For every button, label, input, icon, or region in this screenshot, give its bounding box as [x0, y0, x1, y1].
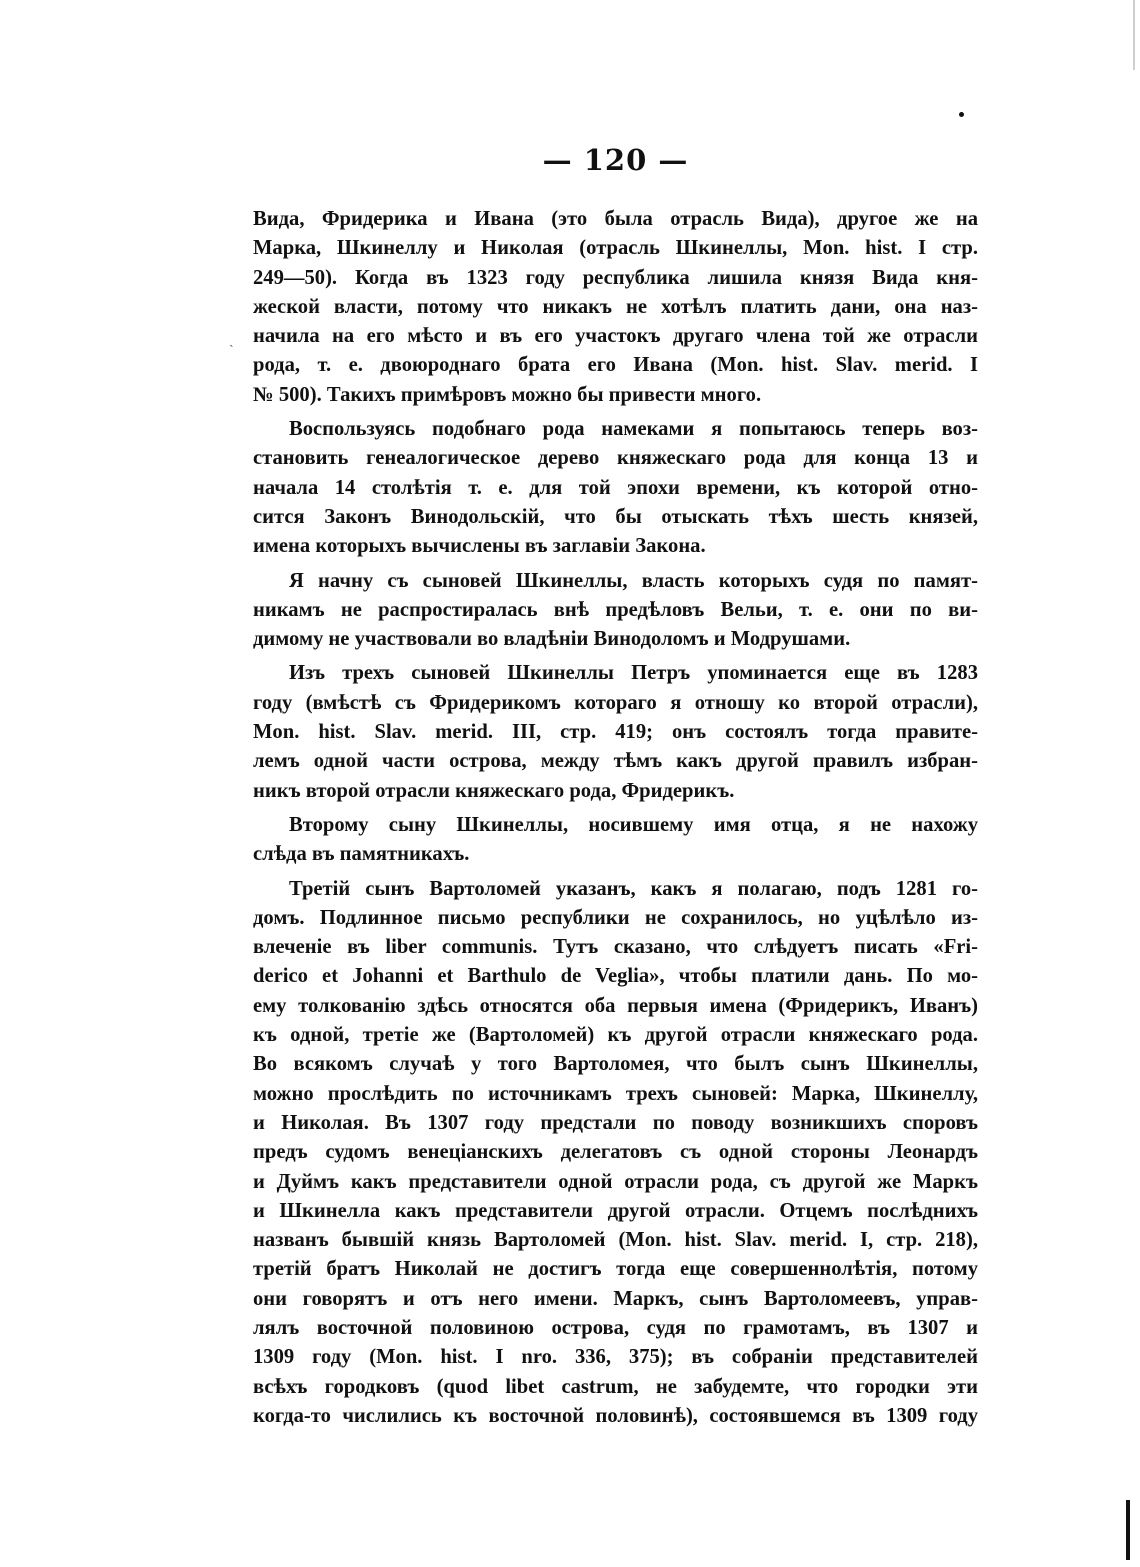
text-line: всѣхъ городковъ (quod libet castrum, не забудемте, что городки эти [253, 1375, 978, 1398]
ink-speck [959, 112, 964, 117]
paragraph [253, 875, 978, 1432]
text-line: имена которыхъ вычислены въ заглавіи Закона. [253, 535, 706, 558]
text-line: они говорятъ и отъ него имени. Маркъ, сынъ Вартоломеевъ, управ- [253, 1287, 978, 1310]
paragraph [253, 567, 978, 655]
text-line: сится Законъ Винодольскій, что бы отыскать тѣхъ шесть князей, [253, 505, 978, 528]
text-line: Второму сыну Шкинеллы, носившему имя отца, я не нахожу [289, 813, 978, 836]
text-line: слѣда въ памятникахъ. [253, 843, 470, 866]
text-line: жеской власти, потому что никакъ не хотѣлъ платить дани, она наз- [253, 295, 978, 318]
text-line: никамъ не распростиралась внѣ предѣловъ Вельи, т. е. они по ви- [253, 598, 978, 621]
text-line: и Николая. Въ 1307 году предстали по поводу возникшихъ споровъ [253, 1111, 978, 1134]
text-line: ему толкованію здѣсь относятся оба первыя имена (Фридерикъ, Иванъ) [253, 994, 978, 1017]
text-line: Mon. hist. Slav. merid. III, стр. 419; онъ состоялъ тогда правите- [253, 721, 978, 744]
text-line: начала 14 столѣтія т. е. для той эпохи времени, къ которой отно- [253, 476, 978, 499]
text-line: Третій сынъ Вартоломей указанъ, какъ я полагаю, подъ 1281 го- [289, 877, 978, 900]
text-line: и Дуймъ какъ представители одной отрасли рода, съ другой же Маркъ [253, 1170, 978, 1193]
text-line: димому не участвовали во владѣніи Винодоломъ и Модрушами. [253, 628, 851, 651]
text-line: влеченіе въ liber communis. Тутъ сказано, что слѣдуетъ писать «Fri- [253, 936, 978, 959]
text-line: году (вмѣстѣ съ Фридерикомъ котораго я отношу ко второй отрасли), [253, 691, 978, 714]
text-line: № 500). Такихъ примѣровъ можно бы привести много. [253, 383, 762, 406]
text-line: Я начну съ сыновей Шкинеллы, власть которыхъ судя по памят- [289, 569, 978, 592]
paragraph [253, 811, 978, 870]
text-line: начила на его мѣсто и въ его участокъ другаго члена той же отрасли [253, 325, 978, 348]
text-line: Во всякомъ случаѣ у того Вартоломея, что былъ сынъ Шкинеллы, [253, 1053, 978, 1076]
text-line: къ одной, третіе же (Вартоломей) къ другой отрасли княжескаго рода. [253, 1024, 978, 1047]
text-line: домъ. Подлинное письмо республики не сохранилось, но уцѣлѣло из- [253, 906, 978, 929]
text-line: Вида, Фридерика и Ивана (это была отрасль Вида), другое же на [253, 208, 978, 230]
text-line: Изъ трехъ сыновей Шкинеллы Петръ упоминается еще въ 1283 [289, 662, 978, 685]
text-line: derico et Johanni et Barthulo de Veglia», чтобы платили дань. По мо- [253, 965, 978, 988]
text-line: третій братъ Николай не достигъ тогда еще совершеннолѣтія, потому [253, 1258, 978, 1281]
text-line: предъ судомъ венеціанскихъ делегатовъ съ одной стороны Леонардъ [253, 1141, 978, 1164]
text-line: лялъ восточной половиною острова, судя по грамотамъ, въ 1307 и [253, 1316, 978, 1339]
text-line: и Шкинелла какъ представители другой отрасли. Отцемъ послѣднихъ [253, 1199, 978, 1222]
page-number: — 120 — [542, 143, 689, 177]
text-line: можно прослѣдить по источникамъ трехъ сыновей: Марка, Шкинеллу, [253, 1082, 978, 1105]
paragraph [253, 659, 978, 805]
text-line: когда-то числились къ восточной половинѣ), состоявшемся въ 1309 году [253, 1404, 978, 1427]
text-line: становить генеалогическое дерево княжескаго рода для конца 13 и [253, 447, 978, 470]
paragraph [253, 205, 978, 410]
paragraph [253, 415, 978, 561]
body-text [253, 205, 978, 1431]
text-line: никъ второй отрасли княжескаго рода, Фридерикъ. [253, 779, 735, 802]
text-line: названъ бывшій князь Вартоломей (Mon. hist. Slav. merid. I, стр. 218), [253, 1229, 978, 1252]
text-line: Воспользуясь подобнаго рода намеками я попытаюсь теперь воз- [289, 418, 978, 441]
text-line: лемъ одной части острова, между тѣмъ какъ другой правилъ избран- [253, 750, 978, 773]
scan-edge-mark [1126, 1500, 1130, 1560]
margin-tick: ˏ [229, 332, 234, 348]
text-line: 1309 году (Mon. hist. I nro. 336, 375); въ собраніи представителей [253, 1346, 978, 1369]
text-line: рода, т. е. двоюроднаго брата его Ивана (Mon. hist. Slav. merid. I [253, 354, 978, 377]
text-line: Марка, Шкинеллу и Николая (отрасль Шкинеллы, Mon. hist. I стр. [253, 237, 978, 260]
scan-edge-shadow [1133, 0, 1135, 70]
text-line: 249—50). Когда въ 1323 году республика лишила князя Вида кня- [253, 266, 978, 289]
